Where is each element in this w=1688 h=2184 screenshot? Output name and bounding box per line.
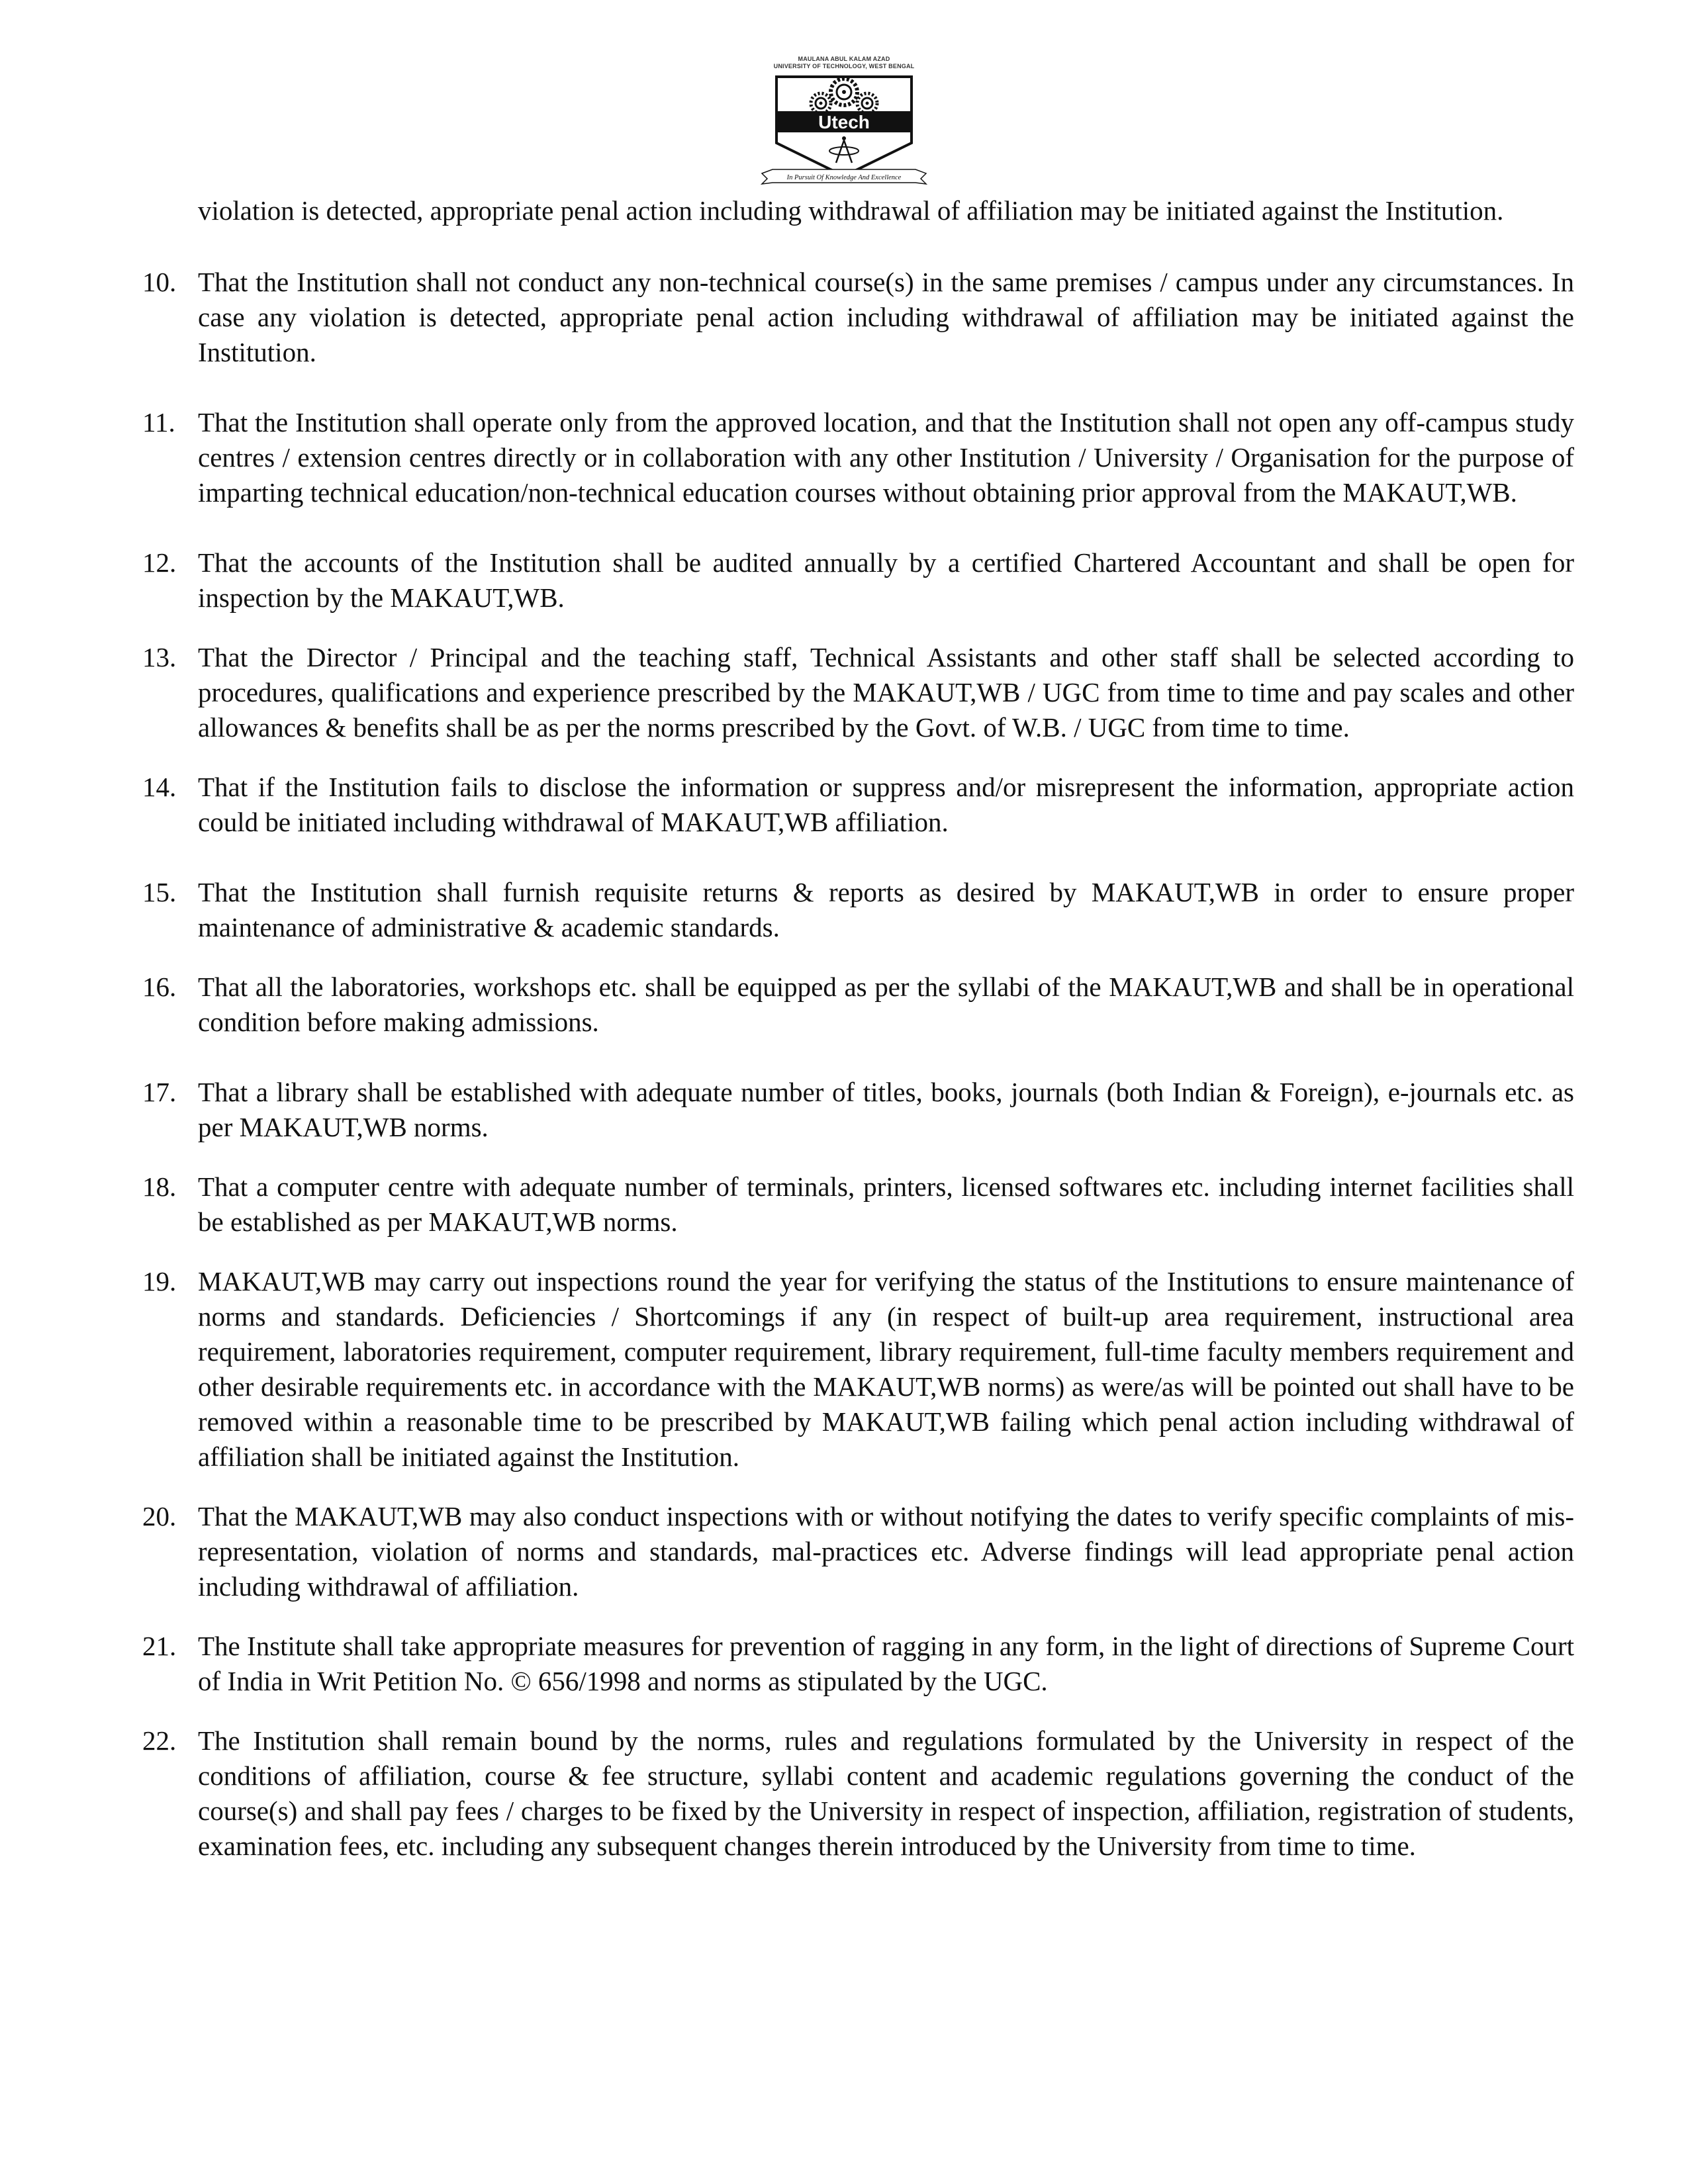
- logo-motto: In Pursuit Of Knowledge And Excellence: [786, 174, 902, 181]
- item-text: The Institute shall take appropriate measures for prevention of ragging in any form, in the light of directions of Supreme Court of India in Writ Petition No. © 656/1998 and norms as stipulated by the UGC.: [198, 1631, 1574, 1696]
- item-text: That a library shall be established with adequate number of titles, books, journals (both Indian & Foreign), e-journals etc. as per MAKAUT,WB norms.: [198, 1077, 1574, 1142]
- item-text: That a computer centre with adequate number of terminals, printers, licensed softwares etc. including internet facilities shall be established as per MAKAUT,WB norms.: [198, 1171, 1574, 1237]
- item-number: 18.: [142, 1171, 177, 1202]
- list-item: [142, 1169, 1574, 1240]
- item-text: That the MAKAUT,WB may also conduct inspections with or without notifying the dates to verify specific complaints of mis-representation, violation of norms and standards, mal-practices etc. Adverse findings will lead appropriate penal action including withdrawal of affiliation.: [198, 1501, 1574, 1602]
- item-number: 10.: [142, 267, 177, 297]
- logo-university-name-line1: MAULANA ABUL KALAM AZAD: [798, 56, 890, 62]
- item-number: 15.: [142, 877, 177, 907]
- item-number: 12.: [142, 547, 177, 578]
- item-number: 20.: [142, 1501, 177, 1531]
- list-item: [142, 875, 1574, 945]
- item-number: 21.: [142, 1631, 177, 1661]
- logo-university-name-line2: UNIVERSITY OF TECHNOLOGY, WEST BENGAL: [773, 63, 915, 69]
- item-text: That the Institution shall not conduct any non-technical course(s) in the same premises / campus under any circumstances. In case any violation is detected, appropriate penal action including withdrawal of affiliation may be initiated against the Institution.: [198, 267, 1574, 367]
- item-text: MAKAUT,WB may carry out inspections round the year for verifying the status of the Institutions to ensure maintenance of norms and standards. Deficiencies / Shortcomings if any (in respect of built-up area requirement, instructional area requirement, laboratories requirement, computer requirement, library requirement, full-time faculty members requirement and other desirable requirements etc. in accordance with the MAKAUT,WB norms) as were/as will be pointed out shall have to be removed within a reasonable time to be prescribed by MAKAUT,WB failing which penal action including withdrawal of affiliation shall be initiated against the Institution.: [198, 1266, 1574, 1472]
- list-item: [142, 1264, 1574, 1475]
- item-text: That the Director / Principal and the teaching staff, Technical Assistants and other staff shall be selected according to procedures, qualifications and experience prescribed by the MAKAUT,WB / UGC from time to time and pay scales and other allowances & benefits shall be as per the norms prescribed by the Govt. of W.B. / UGC from time to time.: [198, 642, 1574, 743]
- list-item: [142, 1629, 1574, 1699]
- list-item: [142, 770, 1574, 840]
- logo-emblem: [758, 70, 930, 193]
- item-number: 14.: [142, 772, 177, 802]
- document-body: [142, 193, 1574, 1864]
- list-item: [142, 1075, 1574, 1145]
- item-text: That all the laboratories, workshops etc. shall be equipped as per the syllabi of the MAKAUT,WB and shall be in operational condition before making admissions.: [198, 972, 1574, 1037]
- conditions-list: [142, 265, 1574, 1864]
- list-item: [142, 405, 1574, 510]
- item-text: The Institution shall remain bound by the norms, rules and regulations formulated by the University in respect of the conditions of affiliation, course & fee structure, syllabi content and academic regulations governing the conduct of the course(s) and shall pay fees / charges to be fixed by the University in respect of inspection, affiliation, registration of students, examination fees, etc. including any subsequent changes therein introduced by the University from time to time.: [198, 1725, 1574, 1861]
- list-item: [142, 1723, 1574, 1864]
- item-text: That the Institution shall operate only from the approved location, and that the Institution shall not open any off-campus study centres / extension centres directly or in collaboration with any other Institution / University / Organisation for the purpose of imparting technical education/non-technical education courses without obtaining prior approval from the MAKAUT,WB.: [198, 407, 1574, 508]
- item-text: That the Institution shall furnish requisite returns & reports as desired by MAKAUT,WB in order to ensure proper maintenance of administrative & academic standards.: [198, 877, 1574, 942]
- item-number: 22.: [142, 1725, 177, 1756]
- list-item: [142, 970, 1574, 1040]
- list-item: [142, 545, 1574, 615]
- logo-emblem-text: Utech: [818, 112, 870, 132]
- item-text: That if the Institution fails to disclose the information or suppress and/or misrepresent the information, appropriate action could be initiated including withdrawal of MAKAUT,WB affiliation.: [198, 772, 1574, 837]
- item-number: 17.: [142, 1077, 177, 1107]
- list-item: [142, 265, 1574, 370]
- item-number: 16.: [142, 972, 177, 1002]
- university-logo: [758, 54, 930, 193]
- continued-paragraph: violation is detected, appropriate penal action including withdrawal of affiliation may be initiated against the Institution.: [198, 195, 1504, 226]
- item-number: 13.: [142, 642, 177, 672]
- item-number: 11.: [142, 407, 175, 437]
- item-number: 19.: [142, 1266, 177, 1297]
- list-item: [142, 640, 1574, 745]
- list-item: [142, 1499, 1574, 1604]
- item-text: That the accounts of the Institution shall be audited annually by a certified Chartered Accountant and shall be open for inspection by the MAKAUT,WB.: [198, 547, 1574, 613]
